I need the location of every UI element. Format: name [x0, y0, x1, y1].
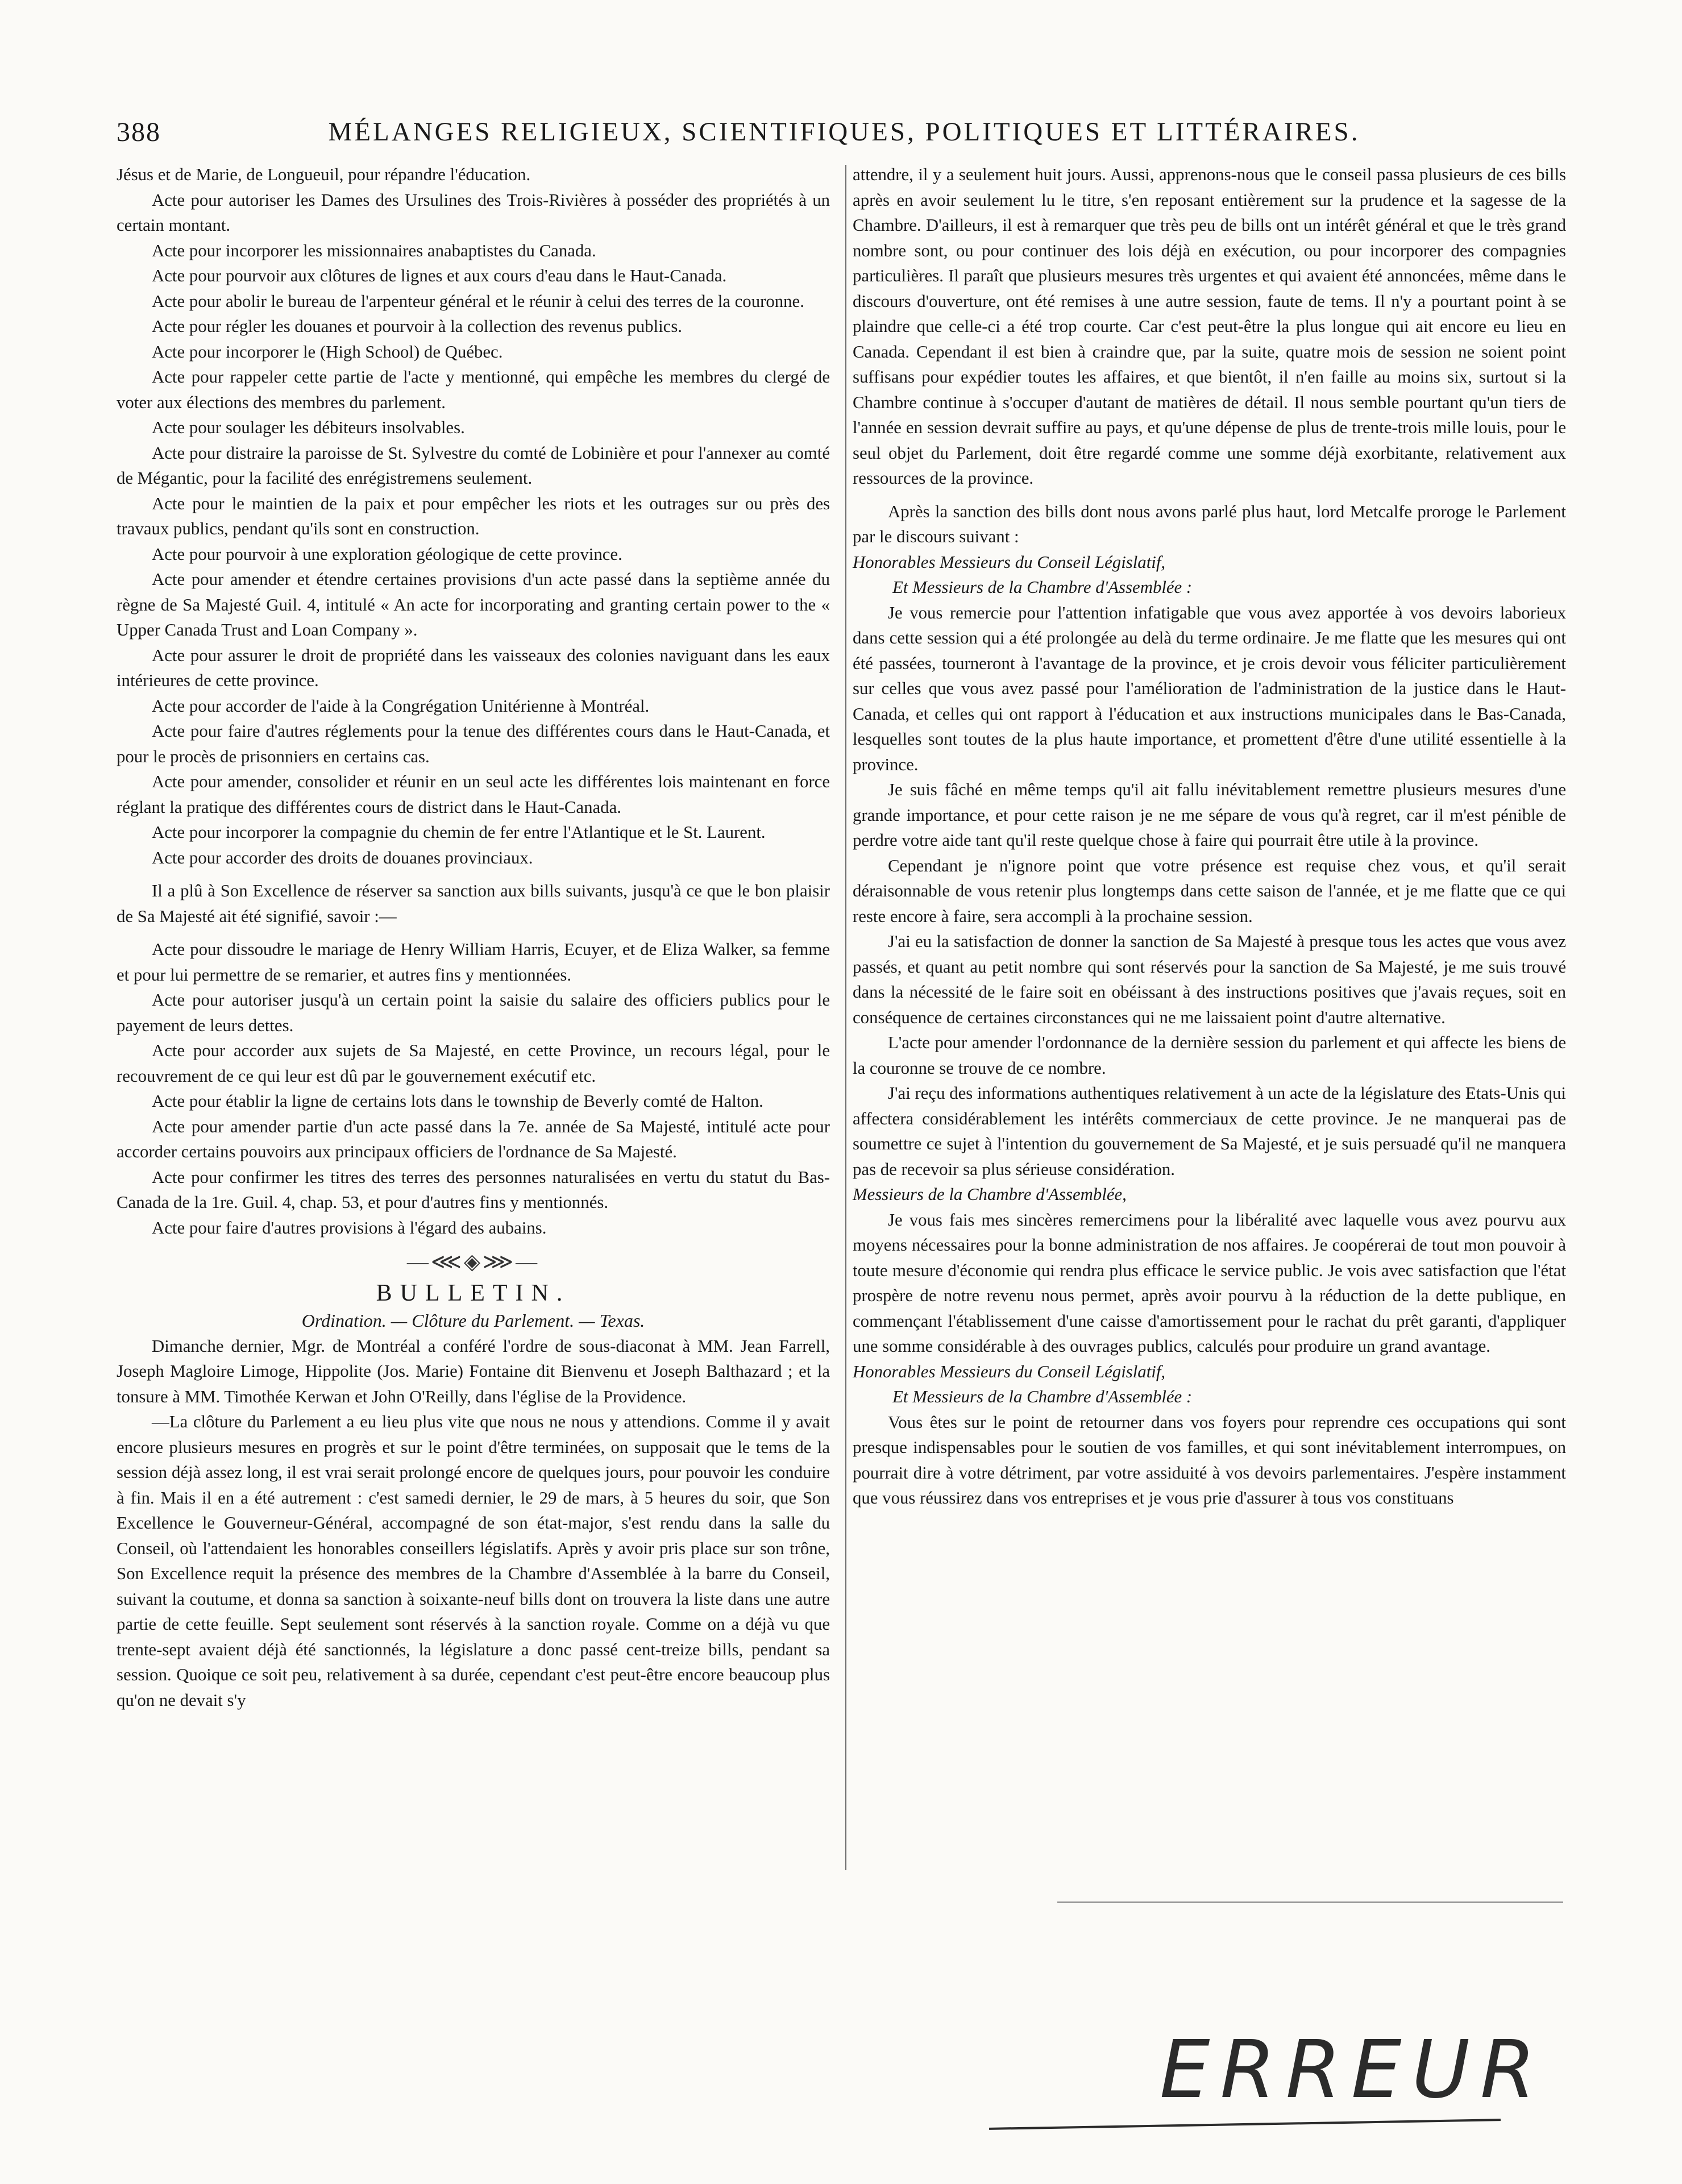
act-item: Acte pour amender, consolider et réunir en un seul acte les différentes lois maintenant en force réglant la pratique des différentes cours de district dans le Haut-Canada.: [117, 772, 830, 817]
act-item: Acte pour incorporer les missionnaires anabaptistes du Canada.: [152, 240, 596, 260]
act-item: Acte pour incorporer le (High School) de Québec.: [152, 342, 503, 362]
salutation: Messieurs de la Chambre d'Assemblée,: [853, 1185, 1127, 1204]
act-item: Acte pour pourvoir à une exploration géologique de cette province.: [152, 544, 622, 564]
article-paragraph: attendre, il y a seulement huit jours. Aussi, apprenons-nous que le conseil passa plusieurs de ces bills après en avoir seulement lu le titre, s'en reposant entièrement sur la prudence et la sagesse de la Chambre. D'ailleurs, il est à remarquer que très peu de bills ont un intérêt général et que le très grand nombre sont, ou pour continuer des lois déjà en exécution, ou pour incorporer des compagnies particulières. Il paraît que plusieurs mesures très urgentes et qui avaient été annoncées, même dans le discours d'ouverture, ont été remises à une autre session, faute de tems. Il n'y a pourtant point à se plaindre que celle-ci a été trop courte. Car c'est peut-être la plus longue qui ait encore eu lieu en Canada. Cependant il est bien à craindre que, par la suite, quatre mois de session ne soient point suffisans pour expédier toutes les affaires, et que bientôt, il n'en faille au moins six, surtout si la Chambre continue à s'occuper d'autant de matières de détail. Il nous semble pourtant qu'un tiers de l'année en session devrait suffire au pays, et qu'une dépense de plus de trente-trois mille louis, pour le seul objet du Parlement, doit être regardé comme une somme déjà exorbitante, relativement aux ressources de la province.: [853, 165, 1566, 488]
act-item: Acte pour régler les douanes et pourvoir à la collection des revenus publics.: [152, 317, 683, 336]
act-item: Acte pour accorder de l'aide à la Congrégation Unitérienne à Montréal.: [152, 696, 650, 716]
reserved-act-item: Acte pour faire d'autres provisions à l'égard des aubains.: [152, 1218, 547, 1238]
column-end-rule: [1057, 1901, 1563, 1903]
stamp-underline: [989, 2119, 1501, 2130]
reserved-act-item: Acte pour autoriser jusqu'à un certain point la saisie du salaire des officiers publics pour le payement de leurs dettes.: [117, 990, 830, 1035]
speech-paragraph: Cependant je n'ignore point que votre présence est requise chez vous, et qu'il serait déraisonnable de vous retenir plus longtemps dans cette saison de l'année, et je me flatte que ce qui reste encore à faire, sera accompli à la prochaine session.: [853, 856, 1566, 926]
reserved-act-item: Acte pour confirmer les titres des terres des personnes naturalisées en vertu du statut du Bas-Canada de la 1re. Guil. 4, chap. 53, et pour d'autres fins y mentionnés.: [117, 1167, 830, 1212]
act-item: Acte pour distraire la paroisse de St. Sylvestre du comté de Lobinière et pour l'annexer au comté de Mégantic, pour la facilité des enrégistremens seulement.: [117, 443, 830, 488]
speech-paragraph: Je suis fâché en même temps qu'il ait fallu inévitablement remettre plusieurs mesures d'une grande importance, et pour cette raison je ne me sépare de vous qu'à regret, car il m'est pénible de perdre votre aide tant qu'il reste quelque chose à faire qui pourrait être utile à la province.: [853, 780, 1566, 850]
act-item: Jésus et de Marie, de Longueuil, pour répandre l'éducation.: [117, 165, 531, 184]
salutation: Honorables Messieurs du Conseil Législatif,: [853, 552, 1166, 572]
section-ornament: —⋘◈⋙—: [406, 1250, 540, 1274]
speech-paragraph: Je vous remercie pour l'attention infatigable que vous avez apportée à vos devoirs laborieux dans cette session qui a été prolongée au delà du terme ordinaire. Je me flatte que les mesures qui ont été passées, tourneront à l'avantage de la province, et je crois devoir vous féliciter particulièrement sur celles que vous avez passé pour l'amélioration de l'administration de la justice dans le Haut-Canada, et celles qui ont rapport à l'éducation et aux instructions municipales dans le Bas-Canada, lesquelles sont toutes de la plus haute importance, et promettent d'être d'une utilité essentielle à la province.: [853, 603, 1566, 774]
act-item: Acte pour autoriser les Dames des Ursulines des Trois-Rivières à posséder des propriétés à un certain montant.: [117, 190, 830, 235]
right-column: [853, 162, 1566, 1511]
act-item: Acte pour abolir le bureau de l'arpenteur général et le réunir à celui des terres de la couronne.: [152, 291, 804, 311]
reserved-intro: Il a plû à Son Excellence de réserver sa sanction aux bills suivants, jusqu'à ce que le bon plaisir de Sa Majesté ait été signifié, savoir :—: [117, 881, 830, 926]
article-paragraph: Après la sanction des bills dont nous avons parlé plus haut, lord Metcalfe proroge le Parlement par le discours suivant :: [853, 501, 1566, 546]
speech-paragraph: L'acte pour amender l'ordonnance de la dernière session du parlement et qui affecte les biens de la couronne se trouve de ce nombre.: [853, 1033, 1566, 1078]
speech-paragraph: J'ai eu la satisfaction de donner la sanction de Sa Majesté à presque tous les actes que vous avez passés, et quant au petit nombre qui sont réservés pour la sanction de Sa Majesté, je me suis trouvé dans la nécessité de le faire soit en obéissant à des instructions positives que j'avais reçues, soit en conséquence de certaines circonstances qui ne me laissaient point d'autre alternative.: [853, 932, 1566, 1027]
column-divider: [845, 165, 846, 1870]
speech-paragraph: J'ai reçu des informations authentiques relativement à un acte de la législature des Etats-Unis qui affectera considérablement les intérêts commerciaux de cette province. Je ne manquerai pas de soumettre ce sujet à l'intention du gouvernement de Sa Majesté, et je suis persuadé qu'il ne manquera pas de recevoir sa plus sérieuse considération.: [853, 1083, 1566, 1179]
reserved-act-item: Acte pour amender partie d'un acte passé dans la 7e. année de Sa Majesté, intitulé acte pour accorder certains pouvoirs aux principaux officiers de l'ordnance de Sa Majesté.: [117, 1116, 830, 1161]
running-title: MÉLANGES RELIGIEUX, SCIENTIFIQUES, POLITIQUES ET LITTÉRAIRES.: [328, 117, 1360, 147]
reserved-act-item: Acte pour dissoudre le mariage de Henry William Harris, Ecuyer, et de Eliza Walker, sa femme et pour lui permettre de se remarier, et autres fins y mentionnées.: [117, 940, 830, 985]
bulletin-subtitle: Ordination. — Clôture du Parlement. — Texas.: [301, 1310, 645, 1331]
act-item: Acte pour pourvoir aux clôtures de lignes et aux cours d'eau dans le Haut-Canada.: [152, 266, 727, 285]
act-item: Acte pour le maintien de la paix et pour empêcher les riots et les outrages sur ou près des travaux publics, pendant qu'ils sont en construction.: [117, 493, 830, 538]
reserved-act-item: Acte pour établir la ligne de certains lots dans le township de Beverly comté de Halton.: [152, 1091, 763, 1111]
bulletin-title: BULLETIN.: [376, 1280, 571, 1306]
bulletin-paragraph: Dimanche dernier, Mgr. de Montréal a conféré l'ordre de sous-diaconat à MM. Jean Farrell, Joseph Magloire Limoge, Hippolite (Jos. Marie) Fontaine dit Bienvenu et Joseph Balthazard ; et la tonsure à MM. Timothée Kerwan et John O'Reilly, dans l'église de la Providence.: [117, 1336, 830, 1406]
bulletin-paragraph: —La clôture du Parlement a eu lieu plus vite que nous ne nous y attendions. Comme il y avait encore plusieurs mesures en progrès et sur le point d'être terminées, on supposait que le tems de la session déjà assez long, il est vrai serait prolongé encore de quelques jours, pour pouvoir les conduire à fin. Mais il en a été autrement : c'est samedi dernier, le 29 de mars, à 5 heures du soir, que Son Excellence le Gouverneur-Général, accompagné de son état-major, s'est rendu dans la salle du Conseil, où l'attendaient les honorables conseillers législatifs. Après y avoir pris place sur son trône, Son Excellence requit la présence des membres de la Chambre d'Assemblée à la barre du Conseil, suivant la coutume, et donna sa sanction à soixante-neuf bills dont on trouvera la liste dans une autre partie de cette feuille. Sept seulement sont réservés à la sanction royale. Comme on a déjà vu que trente-sept avaient déjà été sanctionnés, la législature a donc passé cent-treize bills, pendant sa session. Quoique ce soit peu, relativement à sa durée, cependant c'est peut-être encore beaucoup plus qu'on ne devait s'y: [117, 1412, 830, 1710]
act-item: Acte pour rappeler cette partie de l'acte y mentionné, qui empêche les membres du clergé de voter aux élections des membres du parlement.: [117, 367, 830, 412]
page-number: 388: [117, 117, 161, 147]
act-item: Acte pour assurer le droit de propriété dans les vaisseaux des colonies naviguant dans les eaux intérieures de cette province.: [117, 645, 830, 690]
act-item: Acte pour amender et étendre certaines provisions d'un acte passé dans la septième année du règne de Sa Majesté Guil. 4, intitulé « An acte for incorporating and granting certain power to the « Upper Canada Trust and Loan Company ».: [117, 570, 830, 640]
salutation: Honorables Messieurs du Conseil Législatif,: [853, 1361, 1166, 1381]
page-header: [117, 117, 1572, 156]
act-item: Acte pour soulager les débiteurs insolvables.: [152, 418, 465, 437]
salutation: Et Messieurs de la Chambre d'Assemblée :: [892, 578, 1193, 597]
act-item: Acte pour faire d'autres réglements pour la tenue des différentes cours dans le Haut-Canada, et pour le procès de prisonniers en certains cas.: [117, 721, 830, 766]
act-item: Acte pour accorder des droits de douanes provinciaux.: [152, 848, 533, 867]
act-item: Acte pour incorporer la compagnie du chemin de fer entre l'Atlantique et le St. Laurent.: [152, 823, 766, 842]
salutation: Et Messieurs de la Chambre d'Assemblée :: [892, 1387, 1193, 1406]
speech-paragraph: Je vous fais mes sincères remercimens pour la libéralité avec laquelle vous avez pourvu aux moyens nécessaires pour la bonne administration de nos affaires. Je coopérerai de tout mon pouvoir à toute mesure d'économie qui rendra plus efficace le service public. Je vois avec satisfaction que l'état prospère de notre revenu nous permet, après avoir pourvu à la réduction de la dette publique, en commençant l'établissement d'une caisse d'amortissement pour le rachat du prêt garanti, d'appliquer une somme considérable à des ouvrages publics, calculés pour produire un grand avantage.: [853, 1210, 1566, 1356]
left-column: [117, 162, 830, 1713]
reserved-act-item: Acte pour accorder aux sujets de Sa Majesté, en cette Province, un recours légal, pour le recouvrement de ce qui leur est dû par le gouvernement exécutif etc.: [117, 1041, 830, 1086]
handwritten-stamp: ERREUR: [1160, 2024, 1546, 2116]
speech-paragraph: Vous êtes sur le point de retourner dans vos foyers pour reprendre ces occupations qui sont presque indispensables pour le soutien de vos familles, et qui sont inévitablement interrompues, on pourrait dire à votre détriment, par votre assiduité à vos devoirs parlementaires. J'espère instamment que vous réussirez dans vos entreprises et je vous prie d'assurer à tous vos constituans: [853, 1412, 1566, 1508]
